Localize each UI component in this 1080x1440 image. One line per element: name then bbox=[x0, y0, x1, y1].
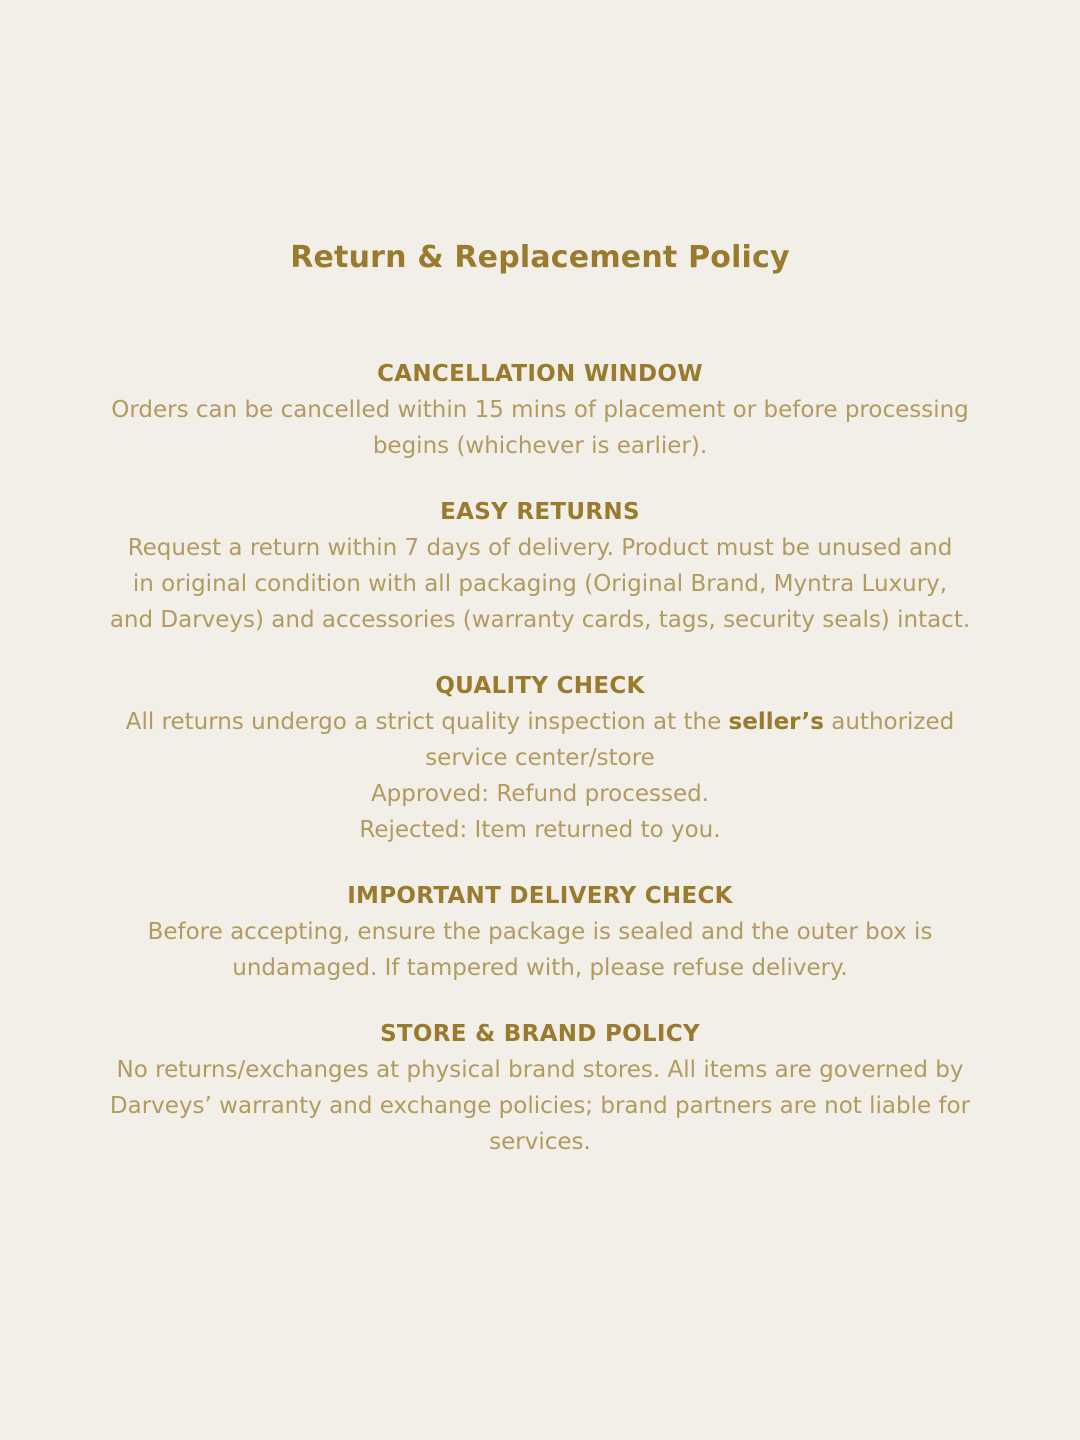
body-line: Before accepting, ensure the package is sealed and the outer box is bbox=[147, 919, 933, 945]
section-heading: EASY RETURNS bbox=[440, 499, 640, 525]
section-heading: STORE & BRAND POLICY bbox=[380, 1021, 700, 1047]
body-text: All returns undergo a strict quality inspection at the bbox=[125, 709, 729, 735]
body-line: services. bbox=[489, 1129, 591, 1155]
body-line: and Darveys) and accessories (warranty cards, tags, security seals) intact. bbox=[109, 607, 971, 633]
body-line: Rejected: Item returned to you. bbox=[359, 817, 721, 843]
body-line: Request a return within 7 days of delivery. Product must be unused and bbox=[127, 535, 953, 561]
body-line: begins (whichever is earlier). bbox=[372, 433, 708, 459]
body-line: Approved: Refund processed. bbox=[370, 781, 710, 807]
section-cancellation-window bbox=[0, 356, 1080, 464]
emphasis-text: seller’s bbox=[728, 709, 824, 735]
section-body bbox=[40, 914, 1040, 986]
page-title: Return & Replacement Policy bbox=[290, 240, 790, 275]
section-easy-returns bbox=[0, 494, 1080, 638]
section-store-brand-policy bbox=[0, 1016, 1080, 1160]
section-body bbox=[40, 392, 1040, 464]
body-text: authorized bbox=[823, 709, 955, 735]
body-line bbox=[40, 704, 1040, 740]
section-heading: CANCELLATION WINDOW bbox=[377, 361, 703, 387]
body-line: service center/store bbox=[425, 745, 655, 771]
policy-sections bbox=[0, 356, 1080, 1160]
body-line: undamaged. If tampered with, please refuse delivery. bbox=[232, 955, 848, 981]
section-body bbox=[40, 704, 1040, 848]
body-line: No returns/exchanges at physical brand stores. All items are governed by bbox=[116, 1057, 964, 1083]
body-line: in original condition with all packaging (Original Brand, Myntra Luxury, bbox=[132, 571, 948, 597]
section-heading: QUALITY CHECK bbox=[435, 673, 645, 699]
section-important-delivery-check bbox=[0, 878, 1080, 986]
section-quality-check bbox=[0, 668, 1080, 848]
section-heading: IMPORTANT DELIVERY CHECK bbox=[347, 883, 733, 909]
section-body bbox=[40, 1052, 1040, 1160]
body-line: Orders can be cancelled within 15 mins of placement or before processing bbox=[111, 397, 969, 423]
section-body bbox=[40, 530, 1040, 638]
body-line: Darveys’ warranty and exchange policies; brand partners are not liable for bbox=[109, 1093, 971, 1119]
